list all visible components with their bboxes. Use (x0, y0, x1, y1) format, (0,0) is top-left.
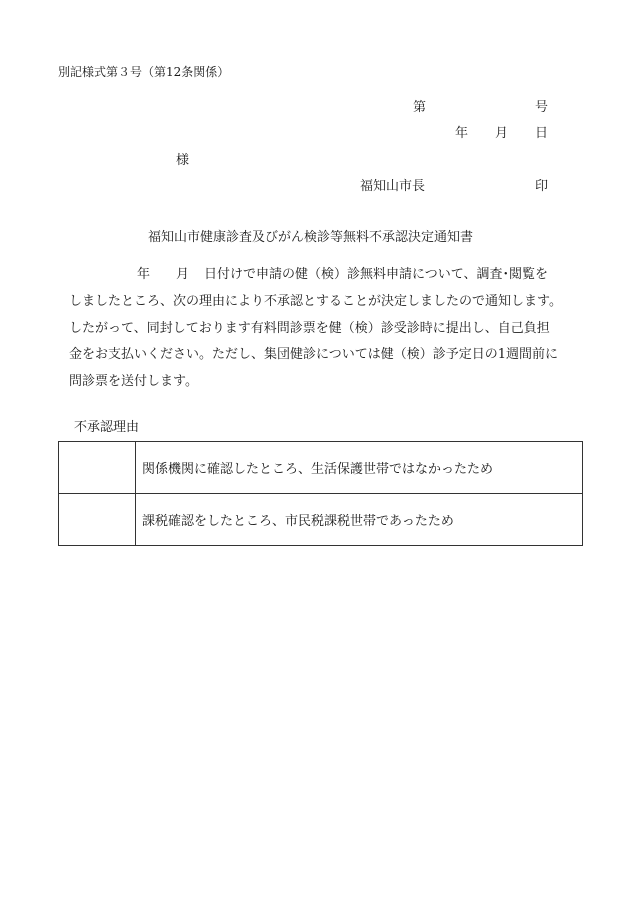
number-prefix: 第 (413, 100, 427, 115)
number-suffix: 号 (535, 100, 549, 115)
reasons-table (58, 441, 583, 546)
reason-text: 課税確認をしたところ、市民税課税世帯であったため (136, 494, 583, 546)
body-line-5: 問診票を送付します。 (69, 374, 198, 389)
body-line-3: したがって、同封しております有料問診票を健（検）診受診時に提出し、自己負担 (69, 321, 550, 336)
body-month-label: 月 (176, 267, 190, 282)
body-line-1: 日付けで申請の健（検）診無料申請について、調査･閲覧を (204, 267, 548, 282)
reason-row (59, 442, 583, 494)
sender-name: 福知山市長 (360, 179, 426, 194)
reason-row (59, 494, 583, 546)
reason-text: 関係機関に確認したところ、生活保護世帯ではなかったため (136, 442, 583, 494)
date-year-label: 年 (455, 126, 469, 141)
form-label: 別記様式第３号（第12条関係） (58, 65, 230, 79)
document-title: 福知山市健康診査及びがん検診等無料不承認決定通知書 (148, 230, 474, 245)
reasons-heading: 不承認理由 (74, 420, 140, 435)
body-line-2: しましたところ、次の理由により不承認とすることが決定しましたので通知します。 (69, 294, 562, 309)
date-day-label: 日 (535, 126, 549, 141)
reason-check-cell[interactable] (59, 494, 136, 546)
body-year-label: 年 (137, 267, 151, 282)
addressee-suffix: 様 (176, 153, 190, 168)
body-line-4: 金をお支払いください。ただし、集団健診については健（検）診予定日の1週間前に (69, 347, 559, 362)
date-month-label: 月 (495, 126, 509, 141)
reason-check-cell[interactable] (59, 442, 136, 494)
seal-mark: 印 (535, 179, 549, 194)
